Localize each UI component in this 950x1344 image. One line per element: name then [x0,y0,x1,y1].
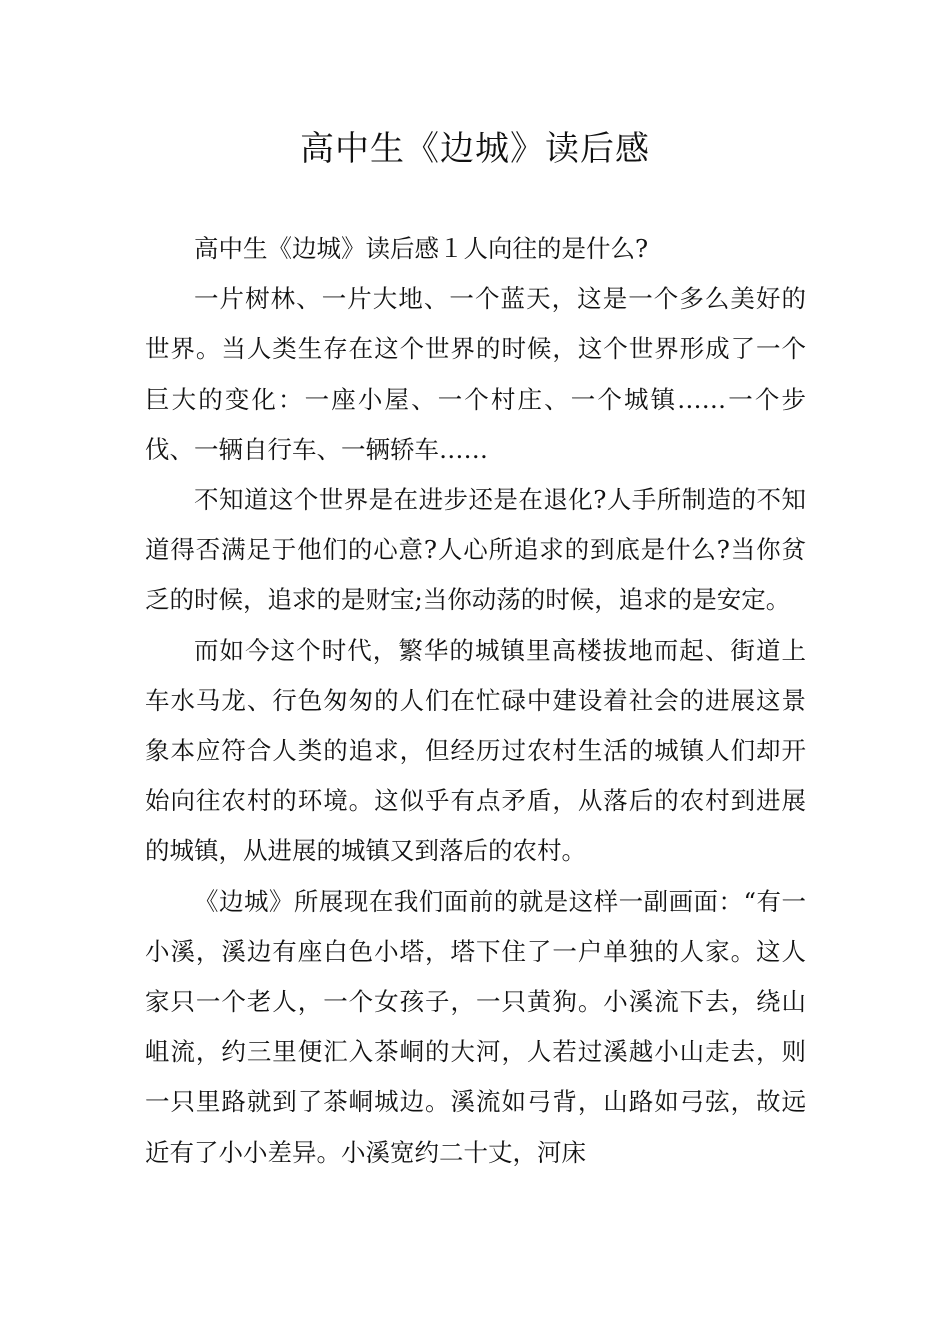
paragraph-3: 不知道这个世界是在进步还是在退化?人手所制造的不知道得否满足于他们的心意?人心所追求的到底是什么?当你贫乏的时候，追求的是财宝;当你动荡的时候，追求的是安定。 [145,485,806,615]
document-title: 高中生《边城》读后感 [300,129,650,169]
paragraph-1: 高中生《边城》读后感１人向往的是什么? [194,234,649,263]
paragraph-4: 而如今这个时代，繁华的城镇里高楼拔地而起、街道上车水马龙、行色匆匆的人们在忙碌中建设着社会的进展这景象本应符合人类的追求，但经历过农村生活的城镇人们却开始向往农村的环境。这似乎有点矛盾，从落后的农村到进展的城镇，从进展的城镇又到落后的农村。 [145,635,806,866]
paragraph-5: 《边城》所展现在我们面前的就是这样一副画面：“有一小溪，溪边有座白色小塔，塔下住了一户单独的人家。这人家只一个老人，一个女孩子，一只黄狗。小溪流下去，绕山岨流，约三里便汇入茶峒的大河，人若过溪越小山走去，则一只里路就到了茶峒城边。溪流如弓背，山路如弓弦，故远近有了小小差异。小溪宽约二十丈，河床 [145,886,806,1167]
paragraph-2: 一片树林、一片大地、一个蓝天，这是一个多么美好的世界。当人类生存在这个世界的时候，这个世界形成了一个巨大的变化：一座小屋、一个村庄、一个城镇……一个步伐、一辆自行车、一辆轿车…… [145,284,806,464]
document-body [145,224,806,1178]
